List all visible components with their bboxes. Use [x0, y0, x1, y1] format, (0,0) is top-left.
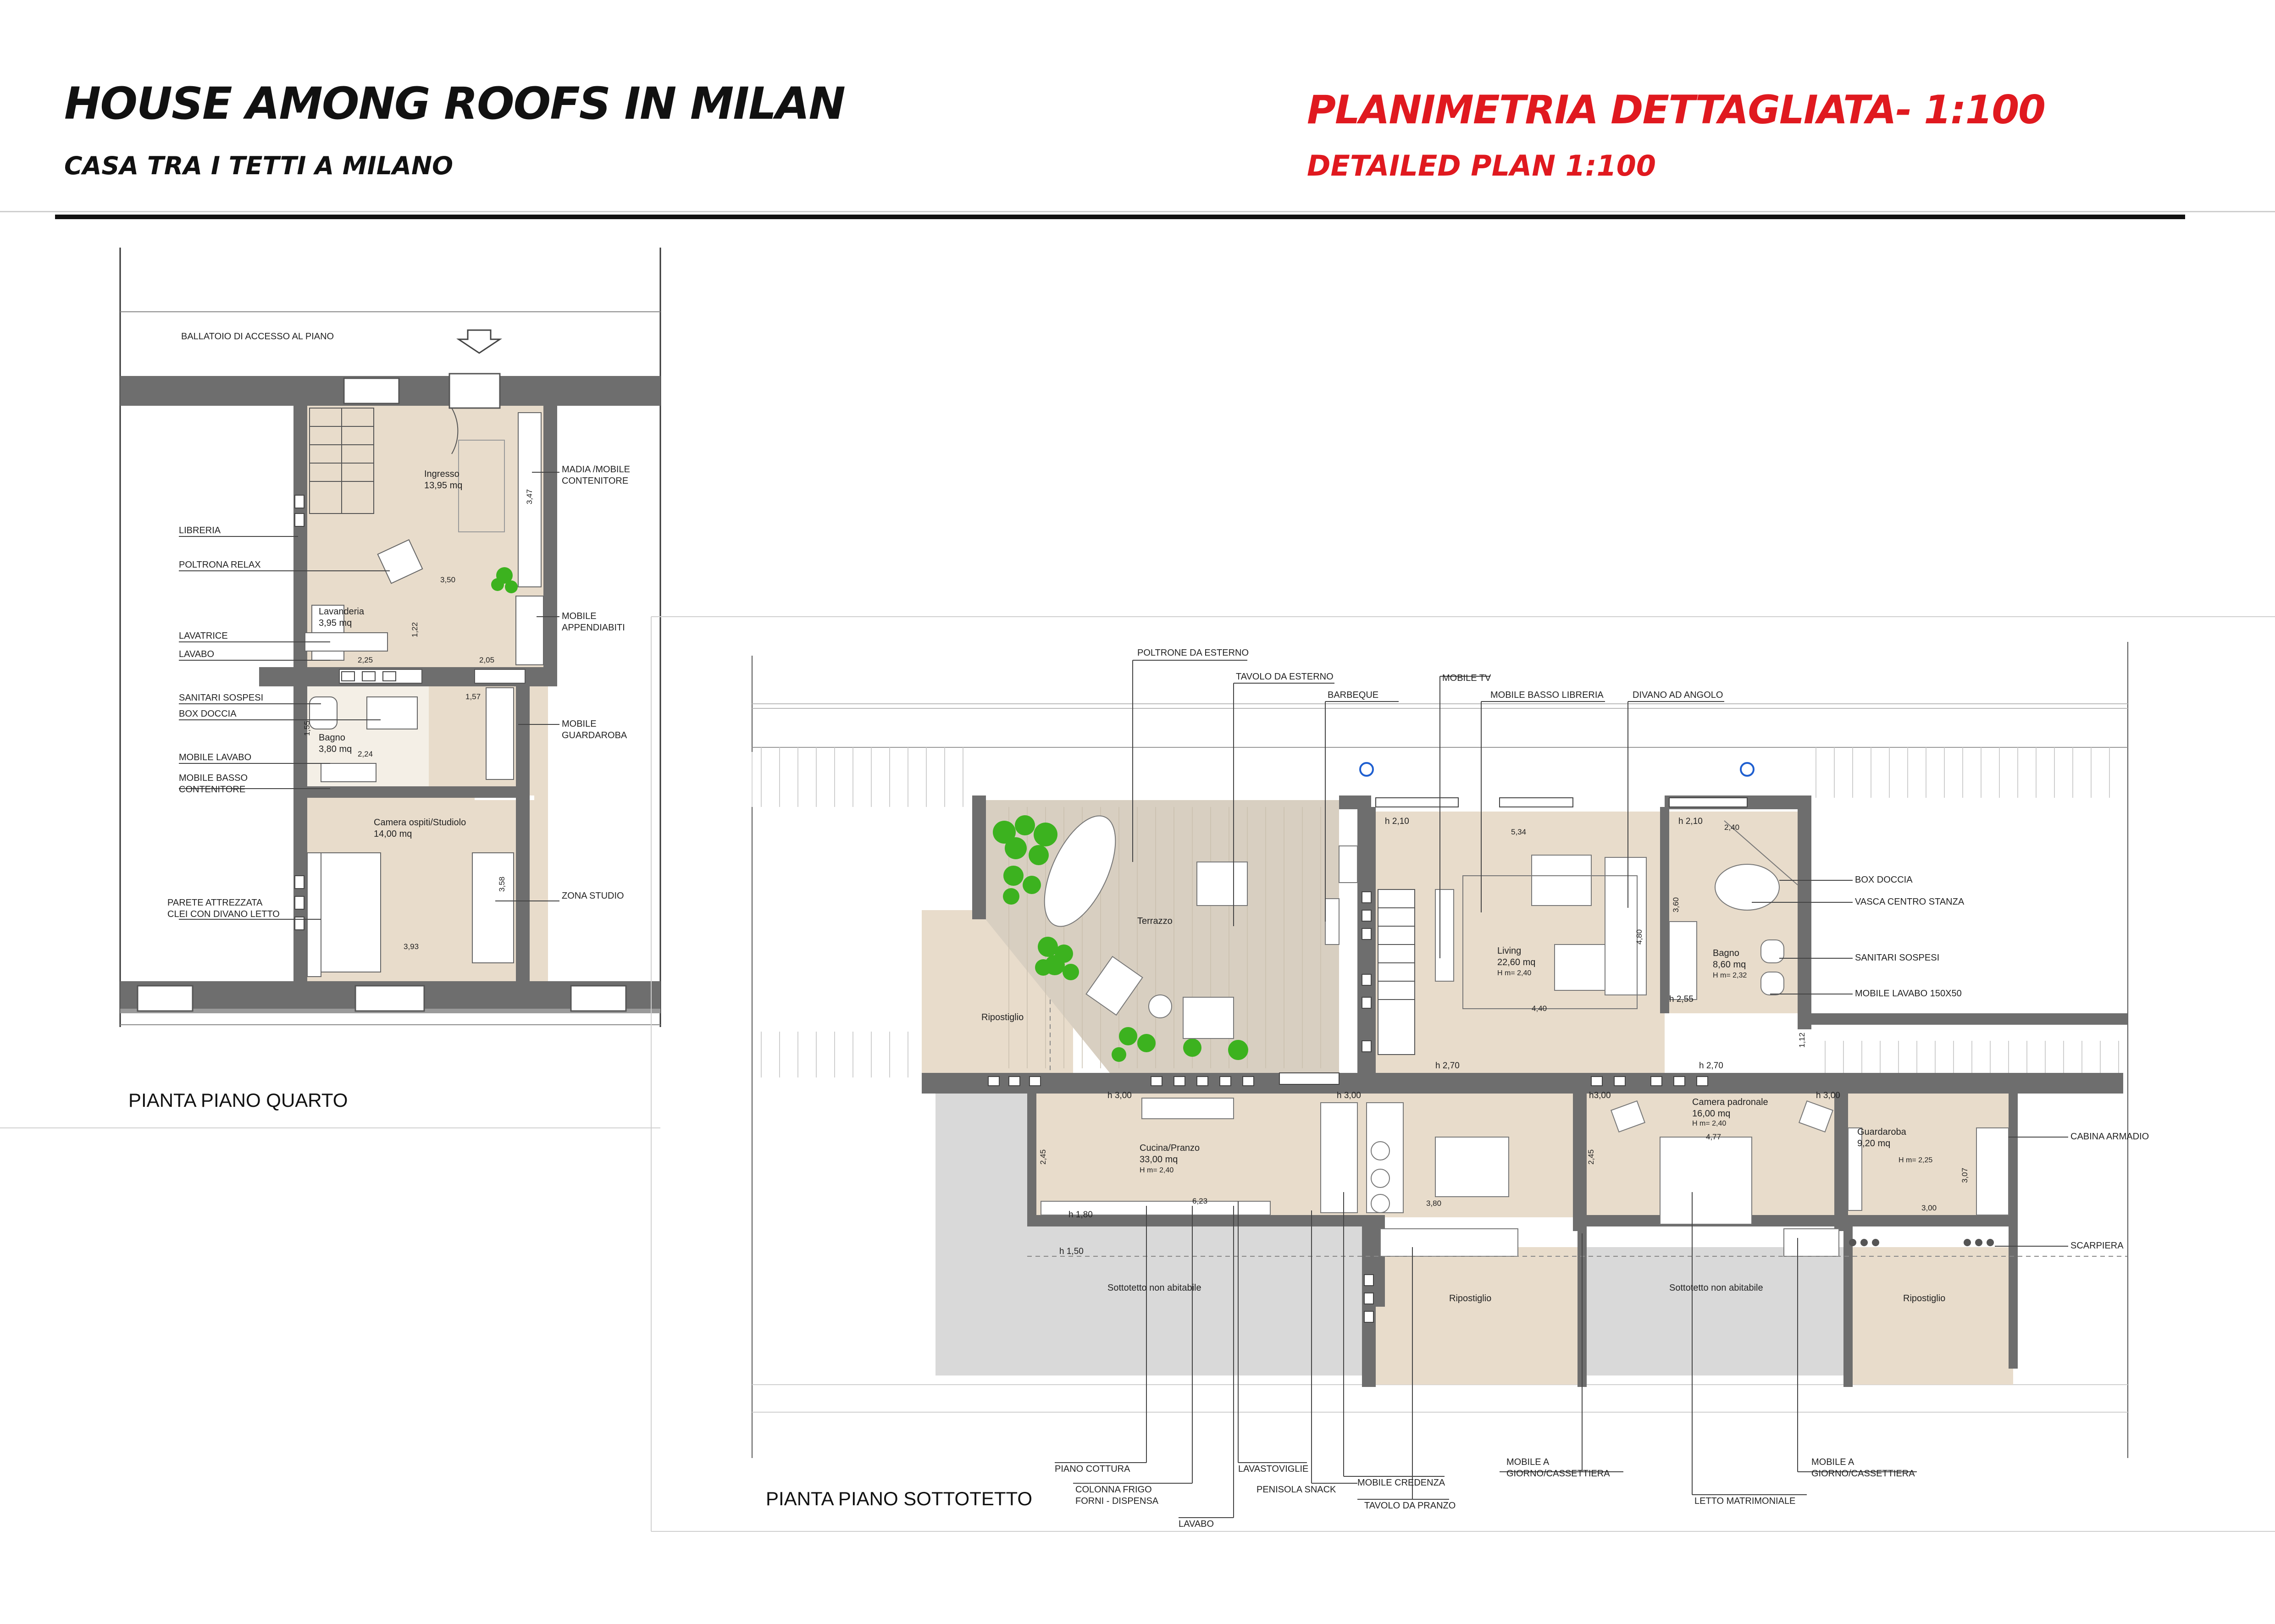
label-giorno-cassettiera-1: GIORNO/CASSETTIERA — [1506, 1469, 1610, 1479]
dim-3-58: 3,58 — [498, 876, 506, 892]
label-madia-contenitore: CONTENITORE — [562, 476, 629, 486]
room-living-name: Living — [1497, 946, 1522, 956]
room-bagno-attic-name: Bagno — [1713, 948, 1739, 958]
dim-2-40: 2,40 — [1724, 823, 1740, 832]
access-gallery-label: BALLATOIO DI ACCESSO AL PIANO — [181, 331, 334, 342]
room-terrazzo: Terrazzo — [1137, 916, 1173, 926]
label-mobile-appendiabiti: MOBILE — [562, 611, 597, 621]
room-cucina-height: H m= 2,40 — [1140, 1166, 1174, 1174]
label-forni-dispensa: FORNI - DISPENSA — [1075, 1496, 1159, 1506]
label-penisola: PENISOLA SNACK — [1257, 1485, 1336, 1495]
label-scarpiera: SCARPIERA — [2070, 1241, 2124, 1251]
dim-3-47: 3,47 — [525, 489, 534, 504]
label-piano-cottura: PIANO COTTURA — [1055, 1464, 1130, 1474]
dim-3-60: 3,60 — [1672, 897, 1680, 912]
room-camera-padronale-area: 16,00 mq — [1692, 1109, 1731, 1119]
label-parete: PARETE ATTREZZATA — [167, 898, 263, 908]
label-barbeque: BARBEQUE — [1328, 690, 1379, 700]
label-tavolo-esterno: TAVOLO DA ESTERNO — [1236, 672, 1334, 682]
label-mobile-basso-libreria: MOBILE BASSO LIBRERIA — [1490, 690, 1604, 700]
label-libreria: LIBRERIA — [179, 525, 221, 536]
label-mobile-a-2: MOBILE A — [1811, 1457, 1854, 1467]
dim-2-45-cucina: 2,45 — [1039, 1149, 1047, 1165]
label-mobile-a-1: MOBILE A — [1506, 1457, 1550, 1467]
dim-3-80: 3,80 — [1426, 1199, 1442, 1208]
page-subtitle: CASA TRA I TETTI A MILANO — [64, 151, 454, 180]
label-giorno-cassettiera-2: GIORNO/CASSETTIERA — [1811, 1469, 1915, 1479]
dim-5-34: 5,34 — [1511, 828, 1527, 836]
plan-title-english: DETAILED PLAN 1:100 — [1307, 149, 1656, 182]
label-lavabo: LAVABO — [179, 649, 215, 659]
dim-2-24: 2,24 — [358, 750, 373, 758]
room-ripostiglio-2: Ripostiglio — [1903, 1293, 1946, 1304]
dim-3-00: 3,00 — [1921, 1204, 1937, 1212]
label-lavatrice: LAVATRICE — [179, 631, 228, 641]
height-camera-2: h 3,00 — [1816, 1091, 1840, 1100]
dim-4-40: 4,40 — [1532, 1004, 1547, 1013]
label-lavabo-attic: LAVABO — [1179, 1519, 1214, 1529]
room-bagno-attic-area: 8,60 mq — [1713, 960, 1746, 970]
room-camera-padronale-height: H m= 2,40 — [1692, 1120, 1727, 1127]
label-colonna-frigo: COLONNA FRIGO — [1075, 1485, 1152, 1495]
room-sottotetto-1: Sottotetto non abitabile — [1107, 1283, 1201, 1293]
room-living-height: H m= 2,40 — [1497, 969, 1532, 977]
room-bagno-area: 3,80 mq — [319, 744, 352, 754]
label-box-doccia: BOX DOCCIA — [179, 709, 237, 719]
label-contenitore: CONTENITORE — [179, 784, 246, 795]
room-lavanderia-name: Lavanderia — [319, 607, 364, 617]
room-bagno-name: Bagno — [319, 733, 345, 743]
label-mobile-basso: MOBILE BASSO — [179, 773, 248, 783]
label-sanitari: SANITARI SOSPESI — [179, 693, 264, 703]
label-guardaroba: GUARDAROBA — [562, 730, 627, 740]
label-poltrona: POLTRONA RELAX — [179, 560, 261, 570]
label-poltrone-esterno: POLTRONE DA ESTERNO — [1137, 648, 1249, 658]
dim-2-45-camera: 2,45 — [1587, 1149, 1595, 1165]
label-mobile-guardaroba: MOBILE — [562, 719, 597, 729]
label-sanitari-attic: SANITARI SOSPESI — [1855, 953, 1940, 963]
plan-title-italian: PLANIMETRIA DETTAGLIATA- 1:100 — [1307, 87, 2045, 133]
room-cucina-name: Cucina/Pranzo — [1140, 1143, 1200, 1153]
dim-4-80: 4,80 — [1635, 929, 1644, 945]
room-ripostiglio-west: Ripostiglio — [981, 1012, 1024, 1022]
height-camera-1: h3,00 — [1589, 1091, 1611, 1100]
height-cucina-1: h 3,00 — [1107, 1091, 1132, 1100]
dim-1-12: 1,12 — [1798, 1032, 1806, 1048]
label-tavolo-pranzo: TAVOLO DA PRANZO — [1364, 1501, 1456, 1511]
room-camera-area: 14,00 mq — [374, 829, 412, 839]
label-vasca: VASCA CENTRO STANZA — [1855, 897, 1965, 907]
height-cucina-2: h 3,00 — [1337, 1091, 1361, 1100]
room-camera-name: Camera ospiti/Studiolo — [374, 818, 466, 828]
dim-3-50: 3,50 — [440, 575, 456, 584]
dim-1-57: 1,57 — [465, 692, 481, 701]
label-mobile-tv: MOBILE TV — [1442, 673, 1491, 683]
plan-fourth-floor-caption: PIANTA PIANO QUARTO — [128, 1089, 348, 1111]
room-camera-padronale-name: Camera padronale — [1692, 1097, 1768, 1107]
label-lavastoviglie: LAVASTOVIGLIE — [1238, 1464, 1309, 1474]
label-mobile-credenza: MOBILE CREDENZA — [1357, 1478, 1445, 1488]
label-cabina-armadio: CABINA ARMADIO — [2070, 1132, 2149, 1142]
label-appendiabiti: APPENDIABITI — [562, 623, 625, 633]
page-title: HOUSE AMONG ROOFS IN MILAN — [64, 78, 845, 129]
room-ingresso-area: 13,95 mq — [424, 481, 463, 491]
dim-3-07: 3,07 — [1960, 1167, 1969, 1183]
height-bagno-2: h 2,55 — [1669, 994, 1694, 1004]
dim-3-93: 3,93 — [404, 942, 419, 951]
dim-4-77: 4,77 — [1706, 1132, 1721, 1141]
room-guardaroba-area: 9,20 mq — [1857, 1138, 1891, 1149]
room-guardaroba-name: Guardaroba — [1857, 1127, 1906, 1137]
room-guardaroba-height: H m= 2,25 — [1899, 1156, 1933, 1164]
label-mobile-lavabo-attic: MOBILE LAVABO 150X50 — [1855, 989, 1962, 999]
dim-2-05: 2,05 — [479, 656, 495, 664]
label-zona-studio: ZONA STUDIO — [562, 891, 624, 901]
plan-attic-caption: PIANTA PIANO SOTTOTETTO — [766, 1488, 1033, 1509]
room-living-area: 22,60 mq — [1497, 957, 1536, 967]
plan-fourth-floor — [0, 248, 660, 1128]
room-ingresso-name: Ingresso — [424, 469, 459, 479]
dim-1-55: 1,55 — [303, 720, 311, 736]
label-madia: MADIA /MOBILE — [562, 464, 630, 475]
dim-1-22: 1,22 — [410, 622, 419, 637]
room-cucina-area: 33,00 mq — [1140, 1154, 1178, 1165]
plan-attic-floor — [651, 617, 2275, 1531]
label-divano-letto: CLEI CON DIVANO LETTO — [167, 909, 280, 919]
room-lavanderia-area: 3,95 mq — [319, 618, 352, 628]
room-ripostiglio-1: Ripostiglio — [1449, 1293, 1492, 1304]
dim-6-23: 6,23 — [1192, 1197, 1208, 1205]
height-bagno-1: h 2,10 — [1678, 817, 1703, 826]
label-letto-matrimoniale: LETTO MATRIMONIALE — [1694, 1496, 1796, 1506]
room-sottotetto-2: Sottotetto non abitabile — [1669, 1283, 1763, 1293]
height-living-1: h 2,10 — [1385, 817, 1409, 826]
label-mobile-lavabo: MOBILE LAVABO — [179, 752, 252, 762]
height-living-2: h 2,70 — [1435, 1061, 1460, 1071]
room-bagno-attic-height: H m= 2,32 — [1713, 972, 1747, 979]
height-cucina-3: h 1,80 — [1068, 1210, 1093, 1220]
dim-2-25: 2,25 — [358, 656, 373, 664]
label-divano-angolo: DIVANO AD ANGOLO — [1633, 690, 1723, 700]
height-living-3: h 2,70 — [1699, 1061, 1723, 1071]
label-box-doccia-attic: BOX DOCCIA — [1855, 875, 1913, 885]
height-sottotetto: h 1,50 — [1059, 1247, 1084, 1256]
